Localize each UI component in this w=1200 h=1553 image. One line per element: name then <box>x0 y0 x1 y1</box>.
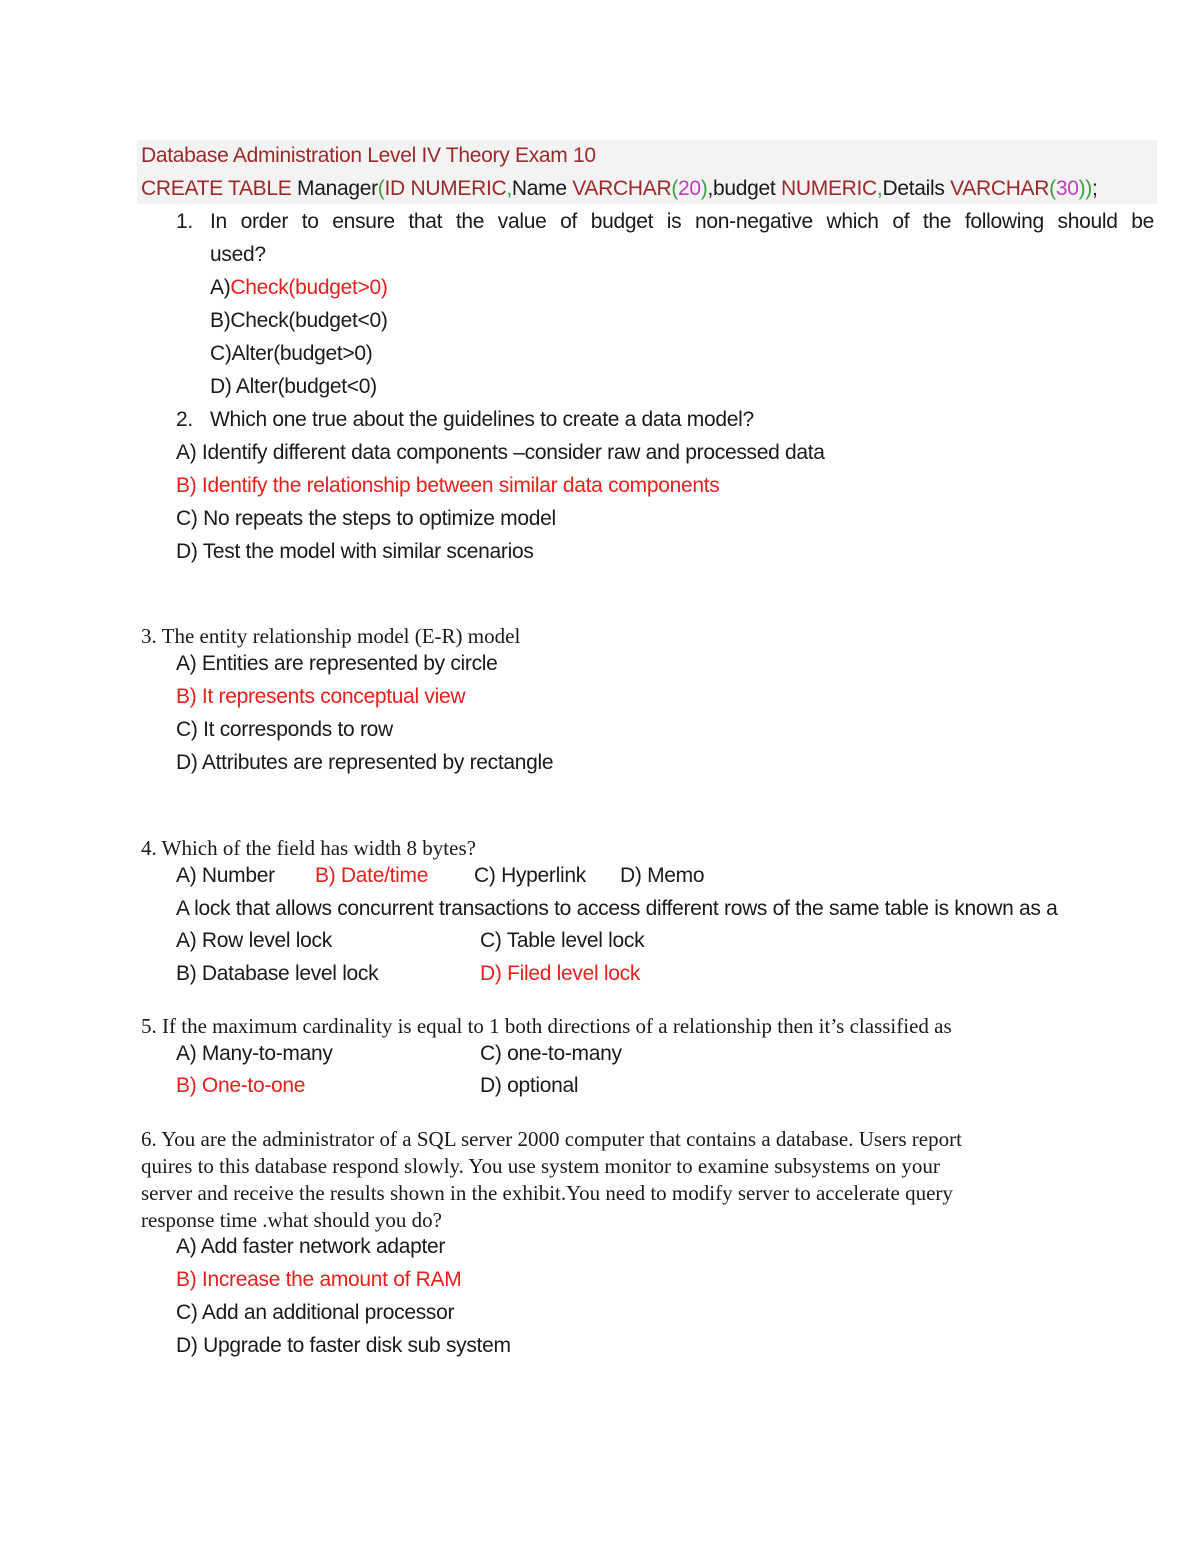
code-type: VARCHAR <box>572 177 672 200</box>
code-comma: , <box>876 177 883 200</box>
q2-number: 2. <box>176 408 193 431</box>
q2-option-c: C) No repeats the steps to optimize model <box>176 507 556 530</box>
q2-text: Which one true about the guidelines to create a data model? <box>210 408 754 431</box>
q1-option-b: B)Check(budget<0) <box>210 309 388 332</box>
code-column: budget <box>713 177 776 200</box>
q5-option-c: C) one-to-many <box>480 1042 622 1065</box>
exam-title: Database Administration Level IV Theory Exam 10 <box>141 144 596 167</box>
q5-option-d: D) optional <box>480 1074 579 1097</box>
q6-option-a: A) Add faster network adapter <box>176 1235 446 1258</box>
q3-option-c: C) It corresponds to row <box>176 718 393 741</box>
code-comma: , <box>707 177 714 200</box>
q6-text-line2: quires to this database respond slowly. You use system monitor to examine subsystems on your <box>141 1154 940 1178</box>
q6-option-c: C) Add an additional processor <box>176 1301 455 1324</box>
q6-text-line4: response time .what should you do? <box>141 1208 442 1232</box>
code-column: Details <box>882 177 945 200</box>
q1-text-line2: used? <box>210 243 266 266</box>
code-paren: ) <box>700 177 708 200</box>
code-table-name: Manager <box>297 177 378 200</box>
code-column: Name <box>511 177 567 200</box>
q4-option-c: C) Hyperlink <box>474 864 586 887</box>
code-column: ID <box>384 177 405 200</box>
q2-option-b-answer: B) Identify the relationship between similar data components <box>176 474 720 497</box>
q1-option-a-answer: Check(budget>0) <box>230 276 388 299</box>
code-type: NUMERIC <box>410 177 507 200</box>
q5-question: 5. If the maximum cardinality is equal to 1 both directions of a relationship then it’s classified as <box>141 1014 952 1038</box>
q4-option-b-answer: B) Date/time <box>315 864 429 887</box>
q5-option-a: A) Many-to-many <box>176 1042 333 1065</box>
code-semicolon: ; <box>1092 177 1098 200</box>
q6-option-d: D) Upgrade to faster disk sub system <box>176 1334 511 1357</box>
q3-option-b-answer: B) It represents conceptual view <box>176 685 466 708</box>
q3-question: 3. The entity relationship model (E-R) model <box>141 624 521 648</box>
q1-text-line1: In order to ensure that the value of budget is non-negative which of the following should be <box>210 210 1154 233</box>
q5-option-b-answer: B) One-to-one <box>176 1074 306 1097</box>
q1-option-a <box>210 273 388 303</box>
q2-option-d: D) Test the model with similar scenarios <box>176 540 534 563</box>
q4b-option-a: A) Row level lock <box>176 929 332 952</box>
code-paren: )) <box>1078 177 1092 200</box>
q2-option-a: A) Identify different data components –consider raw and processed data <box>176 441 825 464</box>
q3-option-a: A) Entities are represented by circle <box>176 652 498 675</box>
q6-option-b-answer: B) Increase the amount of RAM <box>176 1268 462 1291</box>
q1-number: 1. <box>176 210 193 233</box>
code-type: VARCHAR <box>950 177 1050 200</box>
q4-question: 4. Which of the field has width 8 bytes? <box>141 836 476 860</box>
q1-option-d: D) Alter(budget<0) <box>210 375 377 398</box>
q4b-option-b: B) Database level lock <box>176 962 379 985</box>
code-paren: ( <box>1049 177 1056 200</box>
code-paren: ( <box>377 177 385 200</box>
code-keyword: CREATE TABLE <box>141 177 292 200</box>
q1-option-c: C)Alter(budget>0) <box>210 342 373 365</box>
q4-option-d: D) Memo <box>620 864 705 887</box>
q6-text-line3: server and receive the results shown in the exhibit.You need to modify server to accelerate query <box>141 1181 953 1205</box>
code-paren: ( <box>671 177 679 200</box>
code-number: 20 <box>678 177 701 200</box>
q4b-question: A lock that allows concurrent transactions to access different rows of the same table is known as a <box>176 897 1058 920</box>
code-number: 30 <box>1055 177 1079 200</box>
q4b-option-c: C) Table level lock <box>480 929 645 952</box>
create-table-statement <box>141 174 1098 204</box>
q6-text-line1: 6. You are the administrator of a SQL server 2000 computer that contains a database. Users report <box>141 1127 962 1151</box>
q2-question <box>176 405 754 435</box>
q4b-option-d-answer: D) Filed level lock <box>480 962 641 985</box>
q4-option-a: A) Number <box>176 864 275 887</box>
code-type: NUMERIC <box>781 177 877 200</box>
q1-question <box>176 207 1154 237</box>
q1-option-a-prefix: A) <box>210 276 231 299</box>
q3-option-d: D) Attributes are represented by rectangle <box>176 751 554 774</box>
code-comma: , <box>506 177 512 200</box>
